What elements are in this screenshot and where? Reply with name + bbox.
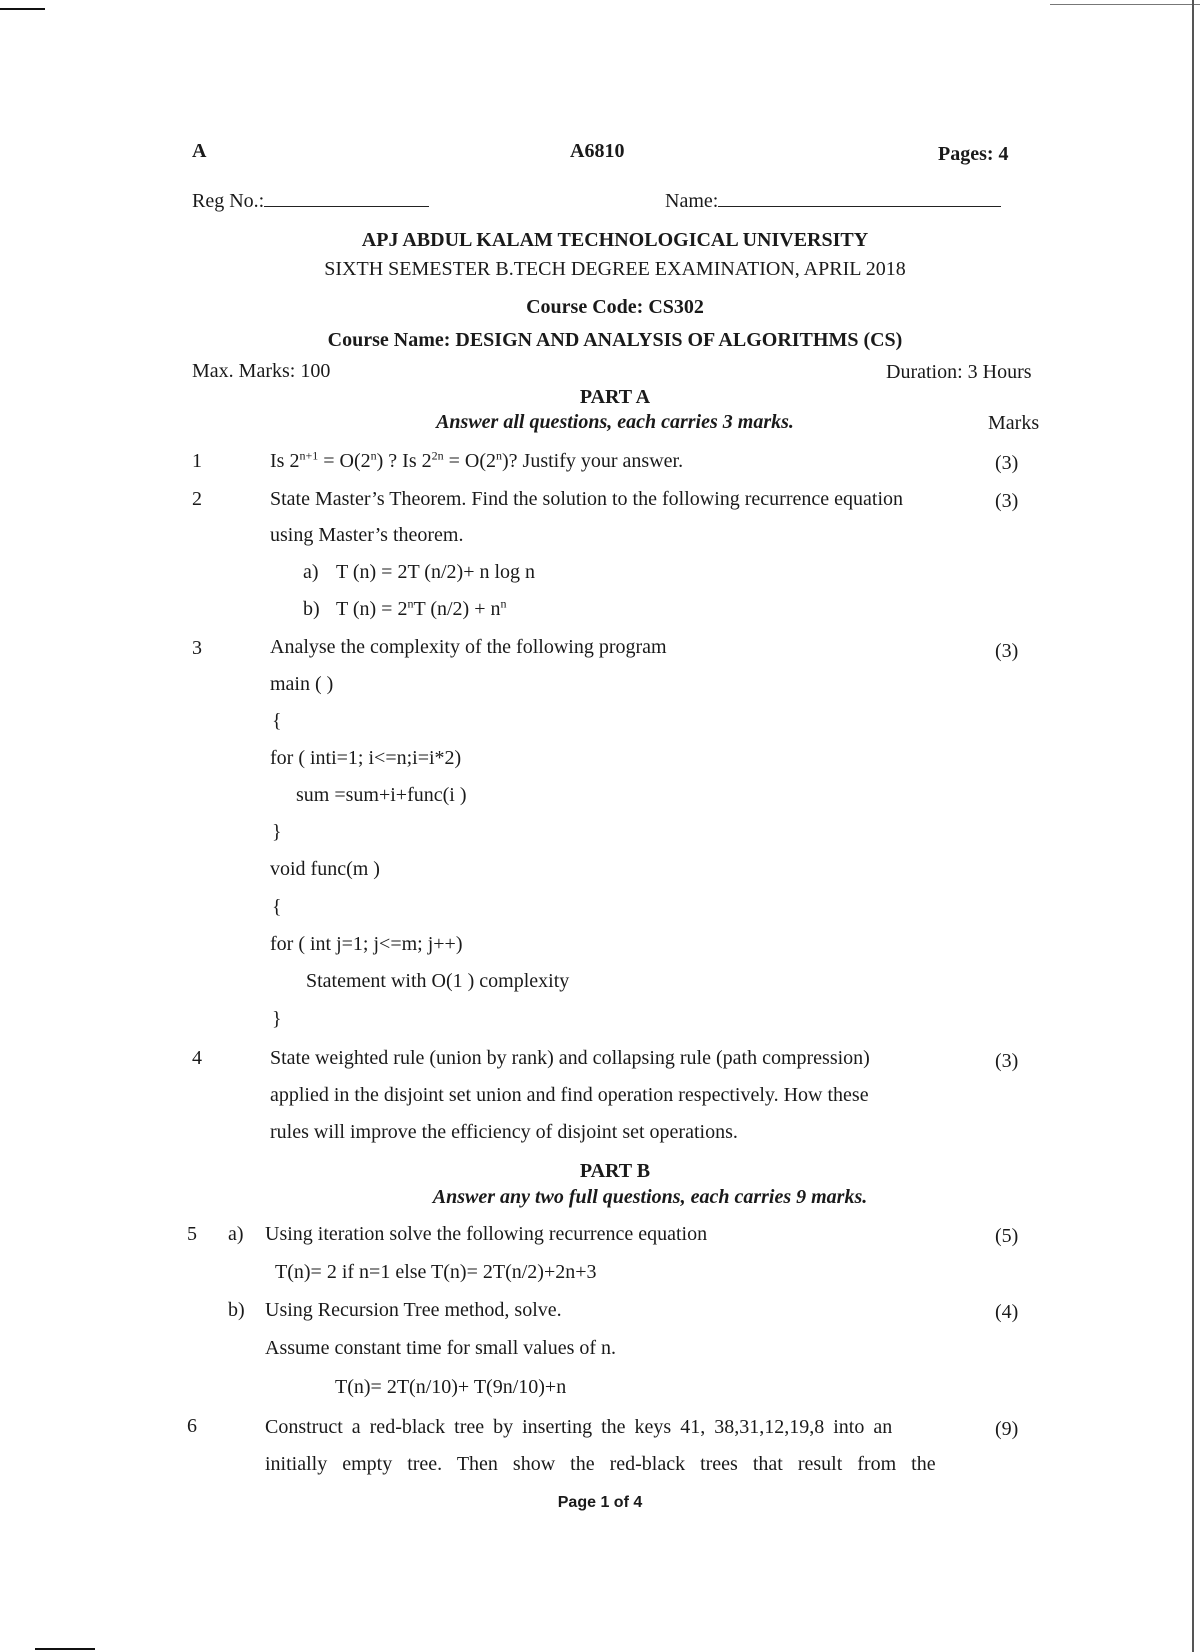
part-a-title: PART A (579, 386, 651, 408)
q2b-sup: n (407, 596, 414, 611)
code-line: Statement with O(1 ) complexity (306, 970, 570, 992)
part-b-instruction: Answer any two full questions, each carries 9 marks. (432, 1186, 868, 1208)
q1-sup: 2n (431, 448, 444, 463)
part-b-title: PART B (579, 1160, 651, 1182)
footer-mid: of (609, 1494, 634, 1511)
question-4-line-3: rules will improve the efficiency of disjoint set operations. (270, 1121, 738, 1143)
question-5b-line-1: Using Recursion Tree method, solve. (265, 1299, 562, 1321)
q2b-part: T (n) = 2 (336, 598, 408, 620)
code-line: { (272, 896, 282, 918)
q2b-part: T (n/2) + n (413, 598, 501, 620)
code-line: for ( int j=1; j<=m; j++) (270, 933, 463, 955)
question-3-marks: (3) (995, 640, 1019, 662)
code-line: for ( inti=1; i<=n;i=i*2) (270, 747, 462, 769)
scan-line-top-left (0, 8, 45, 10)
q1-sup: n+1 (299, 448, 319, 463)
question-1-text (270, 450, 683, 473)
question-5-number: 5 (187, 1223, 197, 1245)
question-4-line-1: State weighted rule (union by rank) and collapsing rule (path compression) (270, 1047, 870, 1069)
question-set: A (192, 140, 207, 162)
question-2a-label: a) (303, 561, 319, 583)
question-2b-label: b) (303, 598, 320, 620)
reg-no-blank (264, 188, 429, 207)
question-5b-line-2: Assume constant time for small values of n. (265, 1337, 617, 1359)
code-line: sum =sum+i+func(i ) (296, 784, 467, 806)
q1-sup: n (496, 448, 502, 463)
question-6-line-2: initially empty tree. Then show the red-black trees that result from the (265, 1453, 936, 1475)
question-5a-line-1: Using iteration solve the following recurrence equation (265, 1223, 708, 1245)
question-6-number: 6 (187, 1415, 197, 1437)
question-5b-line-3: T(n)= 2T(n/10)+ T(9n/10)+n (335, 1376, 567, 1398)
question-2-line-1: State Master’s Theorem. Find the solution to the following recurrence equation (270, 488, 903, 510)
question-5b-marks: (4) (995, 1301, 1019, 1323)
question-5b-label: b) (228, 1299, 245, 1321)
q1-part: Is 2 (270, 450, 300, 472)
name-label: Name: (665, 190, 719, 212)
question-2a-text: T (n) = 2T (n/2)+ n log n (336, 561, 536, 583)
question-3-number: 3 (192, 637, 202, 659)
exam-title: SIXTH SEMESTER B.TECH DEGREE EXAMINATION, APRIL 2018 (324, 258, 906, 280)
code-line: } (272, 821, 282, 843)
course-code: Course Code: CS302 (526, 296, 704, 318)
question-5a-marks: (5) (995, 1225, 1019, 1247)
footer-page-number: 1 (600, 1494, 610, 1511)
paper-code: A6810 (570, 140, 625, 162)
duration: Duration: 3 Hours (886, 361, 1032, 383)
page-count: Pages: 4 (938, 143, 1009, 165)
code-line: } (272, 1008, 282, 1030)
course-name: Course Name: DESIGN AND ANALYSIS OF ALGORITHMS (CS) (327, 329, 903, 351)
page-footer (0, 1494, 1200, 1512)
question-2-number: 2 (192, 488, 202, 510)
student-name (665, 188, 1001, 213)
max-marks: Max. Marks: 100 (192, 360, 331, 382)
footer-page-total: 4 (633, 1494, 643, 1511)
university-name: APJ ABDUL KALAM TECHNOLOGICAL UNIVERSITY (361, 229, 869, 251)
reg-no-label: Reg No.: (192, 190, 265, 212)
q1-part: = O(2 (443, 450, 496, 472)
question-1-number: 1 (192, 450, 202, 472)
q1-sup: n (370, 448, 377, 463)
question-6-line-1: Construct a red-black tree by inserting the keys 41, 38,31,12,19,8 into an (265, 1416, 893, 1438)
q2b-sup: n (500, 596, 507, 611)
code-line: { (272, 710, 282, 732)
question-2-line-2: using Master’s theorem. (270, 524, 464, 546)
scan-line-top-right (1050, 4, 1200, 5)
marks-header: Marks (988, 412, 1040, 434)
q1-part: )? Justify your answer. (502, 450, 684, 472)
question-5a-line-2: T(n)= 2 if n=1 else T(n)= 2T(n/2)+2n+3 (275, 1261, 597, 1283)
question-4-line-2: applied in the disjoint set union and find operation respectively. How these (270, 1084, 869, 1106)
question-4-number: 4 (192, 1047, 202, 1069)
q1-part: = O(2 (318, 450, 371, 472)
question-4-marks: (3) (995, 1050, 1019, 1072)
part-a-instruction: Answer all questions, each carries 3 marks. (436, 411, 794, 433)
question-5a-label: a) (228, 1223, 244, 1245)
footer-prefix: Page (557, 1494, 601, 1511)
question-2b-text (336, 598, 506, 621)
q1-part: ) ? Is 2 (376, 450, 432, 472)
question-6-marks: (9) (995, 1418, 1019, 1440)
scan-line-bottom-left (35, 1648, 95, 1650)
question-1-marks: (3) (995, 452, 1019, 474)
question-2-marks: (3) (995, 490, 1019, 512)
code-line: void func(m ) (270, 858, 380, 880)
code-line: main ( ) (270, 673, 334, 695)
question-3-line-1: Analyse the complexity of the following program (270, 636, 667, 658)
name-blank (718, 188, 1001, 207)
reg-no (192, 188, 429, 213)
